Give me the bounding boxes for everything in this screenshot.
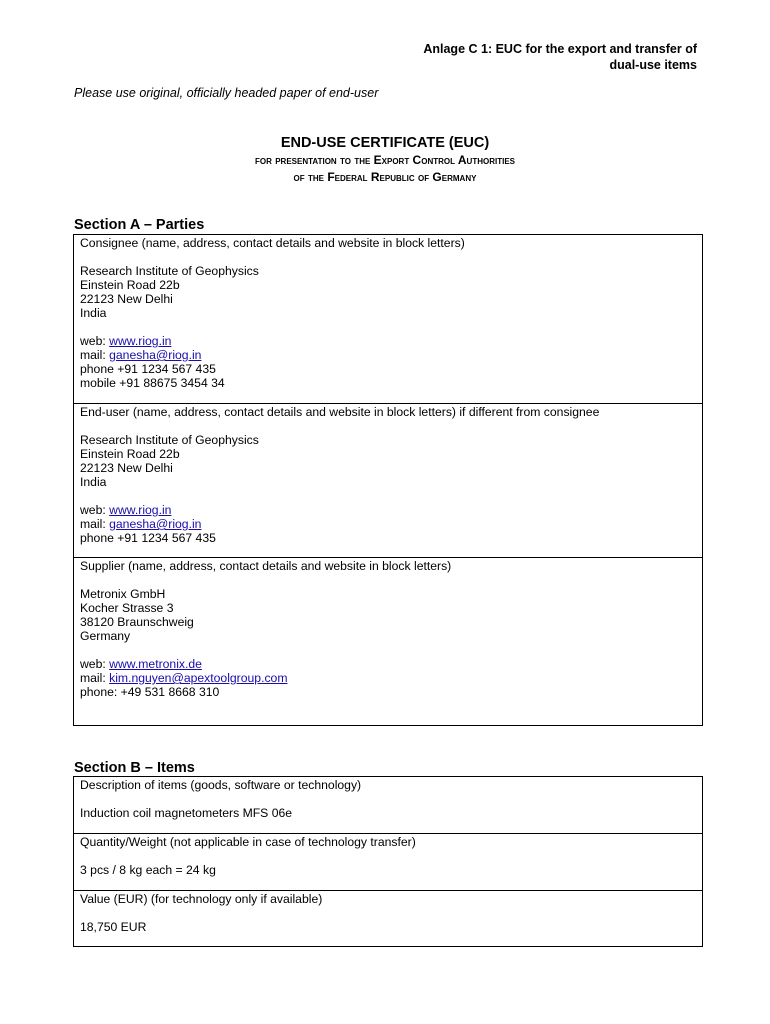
supplier-phone: phone: +49 531 8668 310 <box>80 685 220 699</box>
value-cell <box>74 891 702 946</box>
consignee-country: India <box>80 306 107 320</box>
supplier-cell <box>74 558 702 725</box>
supplier-mail-link[interactable]: kim.nguyen@apextoolgroup.com <box>109 671 288 685</box>
end-user-mail-label: mail: <box>80 517 110 531</box>
section-b-heading: Section B – Items <box>74 760 195 776</box>
consignee-street: Einstein Road 22b <box>80 278 180 292</box>
document-title <box>0 134 770 186</box>
consignee-web-link[interactable]: www.riog.in <box>109 334 172 348</box>
end-user-name: Research Institute of Geophysics <box>80 433 259 447</box>
title-main: END-USE CERTIFICATE (EUC) <box>280 135 490 151</box>
quantity-value: 3 pcs / 8 kg each = 24 kg <box>80 863 216 877</box>
consignee-web-label: web: <box>80 334 110 348</box>
consignee-phone: phone +91 1234 567 435 <box>80 362 216 376</box>
section-a-heading: Section A – Parties <box>74 217 205 233</box>
end-user-mail-link[interactable]: ganesha@riog.in <box>109 517 202 531</box>
value-label: Value (EUR) (for technology only if available) <box>80 892 323 906</box>
supplier-web-label: web: <box>80 657 110 671</box>
section-a-table <box>73 234 703 726</box>
description-label: Description of items (goods, software or technology) <box>80 778 362 792</box>
consignee-label: Consignee (name, address, contact details and website in block letters) <box>80 236 465 250</box>
title-sub-line-1: for presentation to the Export Control Authorities <box>254 153 515 167</box>
consignee-name: Research Institute of Geophysics <box>80 264 259 278</box>
end-user-cell <box>74 404 702 558</box>
consignee-city: 22123 New Delhi <box>80 292 173 306</box>
annex-line-2: dual-use items <box>609 58 697 72</box>
value-amount: 18,750 EUR <box>80 920 147 934</box>
section-b-table <box>73 776 703 947</box>
title-sub-line-2: of the Federal Republic of Germany <box>293 170 477 184</box>
supplier-street: Kocher Strasse 3 <box>80 601 174 615</box>
supplier-name: Metronix GmbH <box>80 587 166 601</box>
quantity-label: Quantity/Weight (not applicable in case of technology transfer) <box>80 835 416 849</box>
consignee-mobile: mobile +91 88675 3454 34 <box>80 376 225 390</box>
consignee-mail-link[interactable]: ganesha@riog.in <box>109 348 202 362</box>
end-user-web-link[interactable]: www.riog.in <box>109 503 172 517</box>
end-user-city: 22123 New Delhi <box>80 461 173 475</box>
end-user-label: End-user (name, address, contact details and website in block letters) if different from consignee <box>80 405 600 419</box>
annex-header <box>337 41 697 73</box>
supplier-label: Supplier (name, address, contact details and website in block letters) <box>80 559 452 573</box>
end-user-country: India <box>80 475 107 489</box>
end-user-phone: phone +91 1234 567 435 <box>80 531 216 545</box>
supplier-mail-label: mail: <box>80 671 110 685</box>
end-user-web-label: web: <box>80 503 110 517</box>
supplier-web-link[interactable]: www.metronix.de <box>109 657 202 671</box>
end-user-street: Einstein Road 22b <box>80 447 180 461</box>
quantity-cell <box>74 834 702 891</box>
supplier-city: 38120 Braunschweig <box>80 615 194 629</box>
letterhead-instruction: Please use original, officially headed paper of end-user <box>74 86 379 100</box>
supplier-country: Germany <box>80 629 131 643</box>
annex-line-1: Anlage C 1: EUC for the export and transfer of <box>423 42 697 56</box>
description-cell <box>74 777 702 834</box>
description-value: Induction coil magnetometers MFS 06e <box>80 806 293 820</box>
consignee-mail-label: mail: <box>80 348 110 362</box>
consignee-cell <box>74 235 702 404</box>
